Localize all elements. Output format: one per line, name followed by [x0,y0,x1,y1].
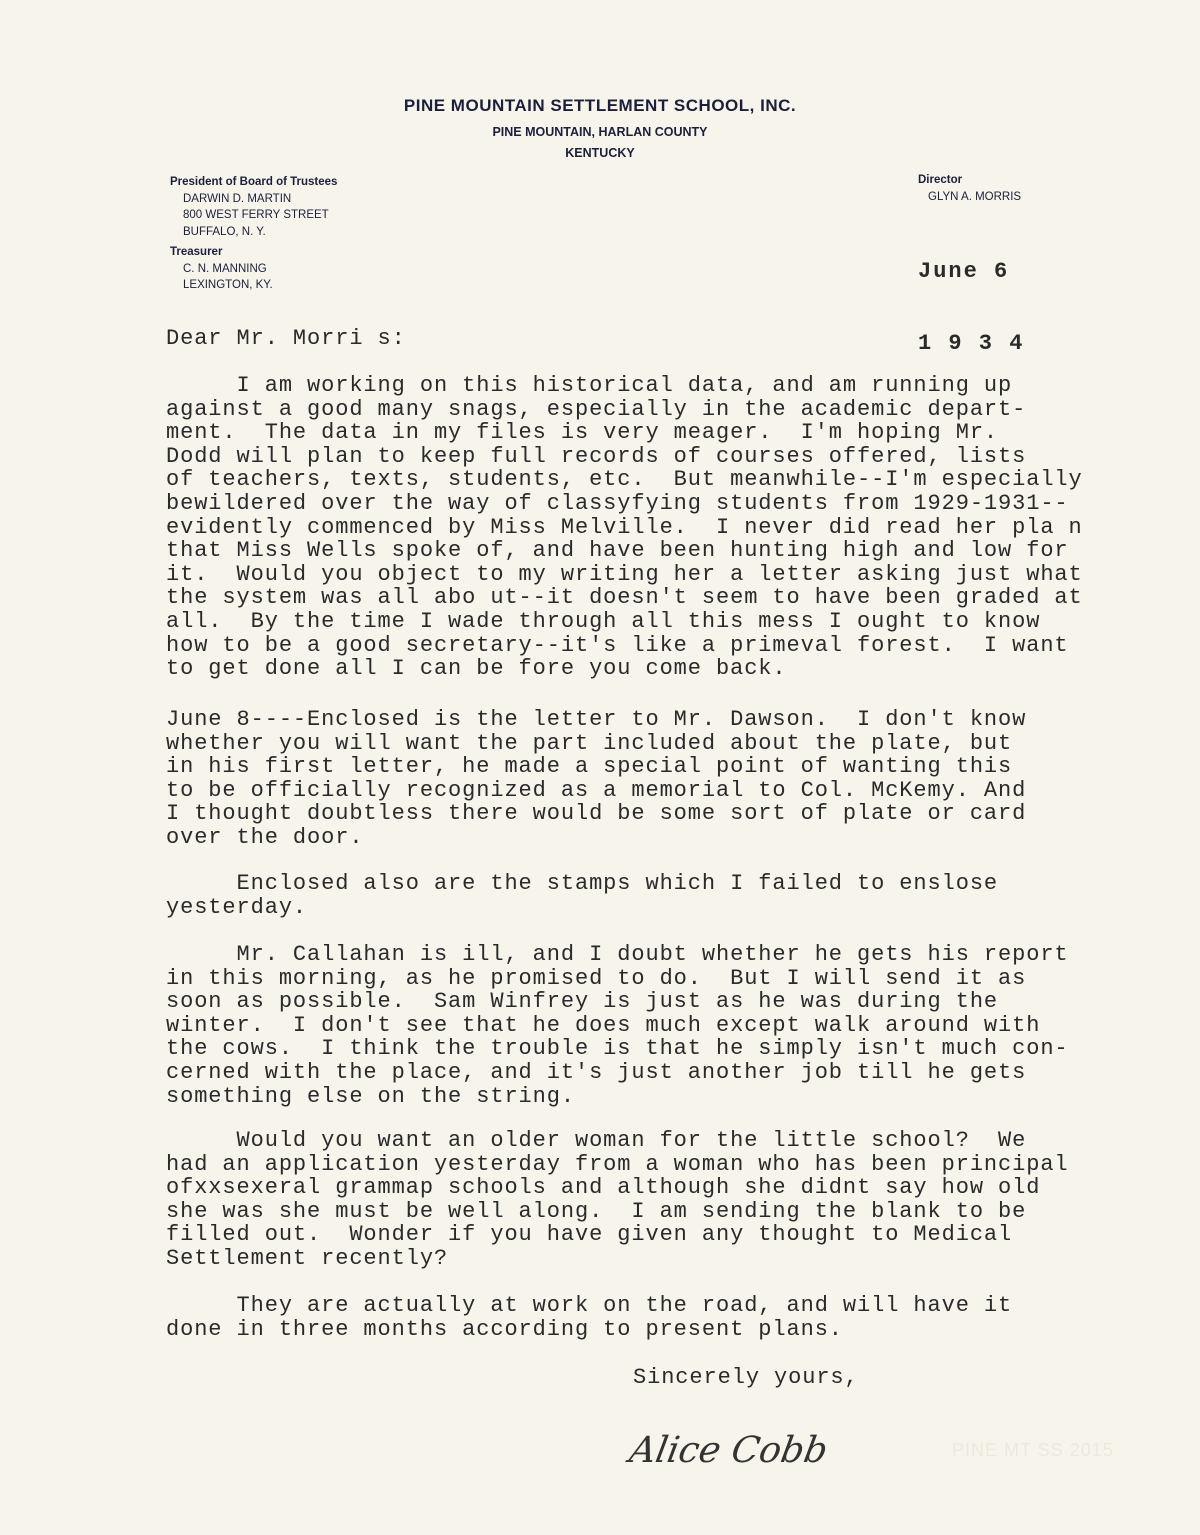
president-name: DARWIN D. MARTIN [183,192,292,205]
watermark: PINE MT SS 2015 [952,1440,1114,1460]
treasurer-city: LEXINGTON, KY. [183,279,273,291]
paragraph-2: June 8----Enclosed is the letter to Mr. Dawson. I don't know whether you will want the part included about the plate, but in his first letter, he made a special point of wanting this to be officially recognized as a memorial to Col. McKemy. And I thought doubtless there would be some sort of plate or card over the door. [166,707,1027,850]
director-title: Director [918,174,963,186]
treasurer-name: C. N. MANNING [183,262,267,275]
date-month-day: June 6 [918,259,1010,284]
president-street: 800 WEST FERRY STREET [183,209,329,221]
signature: Alice Cobb [626,1430,831,1471]
paragraph-1: I am working on this historical data, and am running up against a good many snags, especially in the academic depart- ment. The data in my files is very meager. I'm hoping Mr. Dodd will plan to keep full records of courses offered, lists of teachers, texts, students, etc. But meanwhile--I'm especially bewildered over the way of classyfying students from 1929-1931-- evidently commenced by Miss Melville. I never did read her pla n that Miss Wells spoke of, and have been hunting high and low for it. Would you object to my writing her a letter asking just what the system was all abo ut--it doesn't seem to have been graded at all. By the time I wade through all this mess I ought to know how to be a good secretary--it's like a primeval forest. I want to get done all I can be fore you come back. [166,373,1083,682]
letter-date [918,212,1024,380]
paragraph-5: Would you want an older woman for the little school? We had an application yesterday from a woman who has been principal ofxxsexeral grammap schools and although she didnt say how old she was she must be well along. I am sending the blank to be filled out. Wonder if you have given any thought to Medical Settlement recently? [166,1128,1069,1271]
trustees-block [170,174,337,294]
director-block [918,172,1021,205]
paragraph-3: Enclosed also are the stamps which I failed to enslose yesterday. [166,871,999,920]
closing: Sincerely yours, [633,1365,859,1390]
letterhead-address: PINE MOUNTAIN, HARLAN COUNTY [492,125,708,139]
paragraph-6: They are actually at work on the road, and will have it done in three months according to present plans. [166,1293,1013,1342]
director-name: GLYN A. MORRIS [928,190,1022,203]
salutation: Dear Mr. Morri s: [166,326,406,351]
treasurer-title: Treasurer [170,246,223,258]
date-year: 1 9 3 4 [918,331,1025,356]
letterhead-org: PINE MOUNTAIN SETTLEMENT SCHOOL, INC. [403,96,797,115]
letterhead-state: KENTUCKY [565,146,635,160]
president-title: President of Board of Trustees [170,176,338,188]
paragraph-4: Mr. Callahan is ill, and I doubt whether he gets his report in this morning, as he promised to do. But I will send it as soon as possible. Sam Winfrey is just as he was during the winter. I don't see that he does much except walk around with the cows. I think the trouble is that he simply isn't much con- cerned with the place, and it's just another job till he gets something else on the string. [166,942,1069,1109]
president-city: BUFFALO, N. Y. [183,225,266,238]
